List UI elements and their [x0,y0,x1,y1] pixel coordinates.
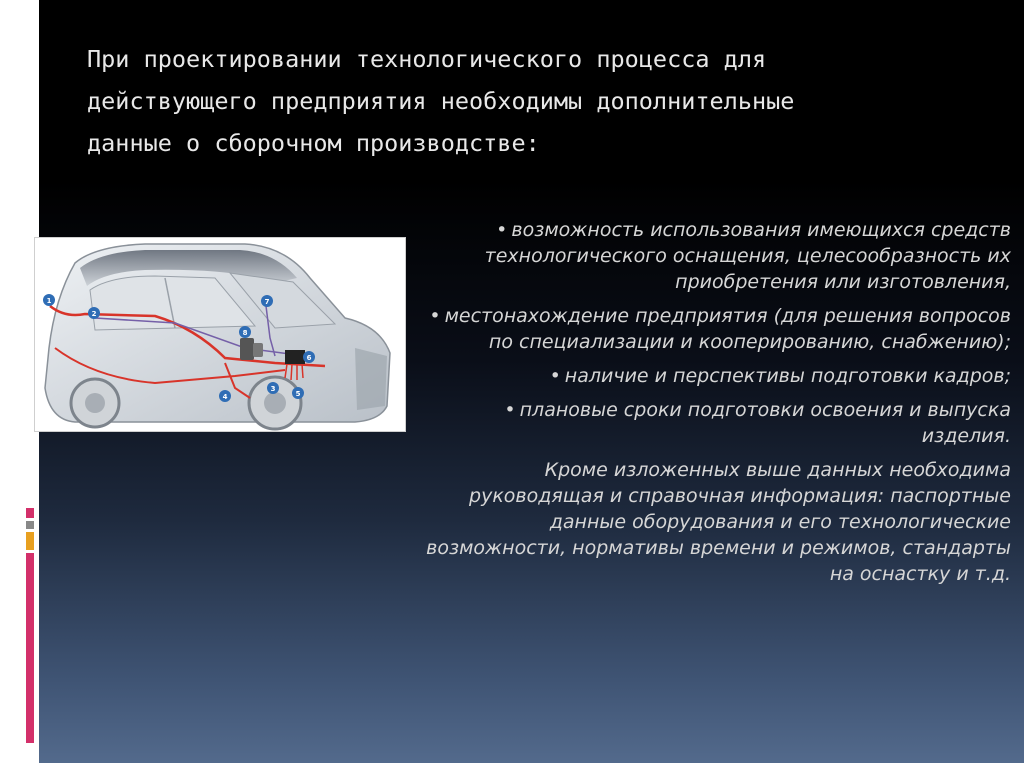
note-text: Кроме изложенных выше данных необходима руководящая и справочная информация: паспортные данные оборудования и его технологические возможности, нормативы времени и режимов, стандарты на оснастку и т.д. [426,459,1011,585]
list-item-text: местонахождение предприятия (для решения вопросов по специализации и кооперированию, снабжению); [444,305,1011,353]
marker-label: 1 [46,297,52,305]
content-text [419,217,1011,595]
list-item [419,217,1011,295]
slide-title: При проектировании технологического процесса для действующего предприятия необходимы дополнительные данные о сборочном производстве: [87,45,795,157]
list-item-text: возможность использования имеющихся средств технологического оснащения, целесообразность их приобретения или изготовления, [484,219,1011,293]
marker-label: 2 [91,310,97,318]
bullet-icon: • [549,365,561,387]
list-item-text: плановые сроки подготовки освоения и выпуска изделия. [519,399,1011,447]
marker-label: 5 [295,390,301,398]
list-item [419,397,1011,449]
marker-label: 8 [242,329,248,337]
left-accent-bars [26,508,34,743]
car-diagram-image [35,238,405,431]
list-item [419,363,1011,389]
marker-label: 6 [306,354,312,362]
marker-label: 4 [222,393,228,401]
bullet-icon: • [429,305,441,327]
marker-label: 3 [270,385,276,393]
car-illustration [34,237,406,432]
list-item-text: наличие и перспективы подготовки кадров; [564,365,1011,387]
bullet-icon: • [504,399,516,421]
list-item [419,303,1011,355]
bullet-icon: • [496,219,508,241]
marker-label: 7 [264,298,270,306]
